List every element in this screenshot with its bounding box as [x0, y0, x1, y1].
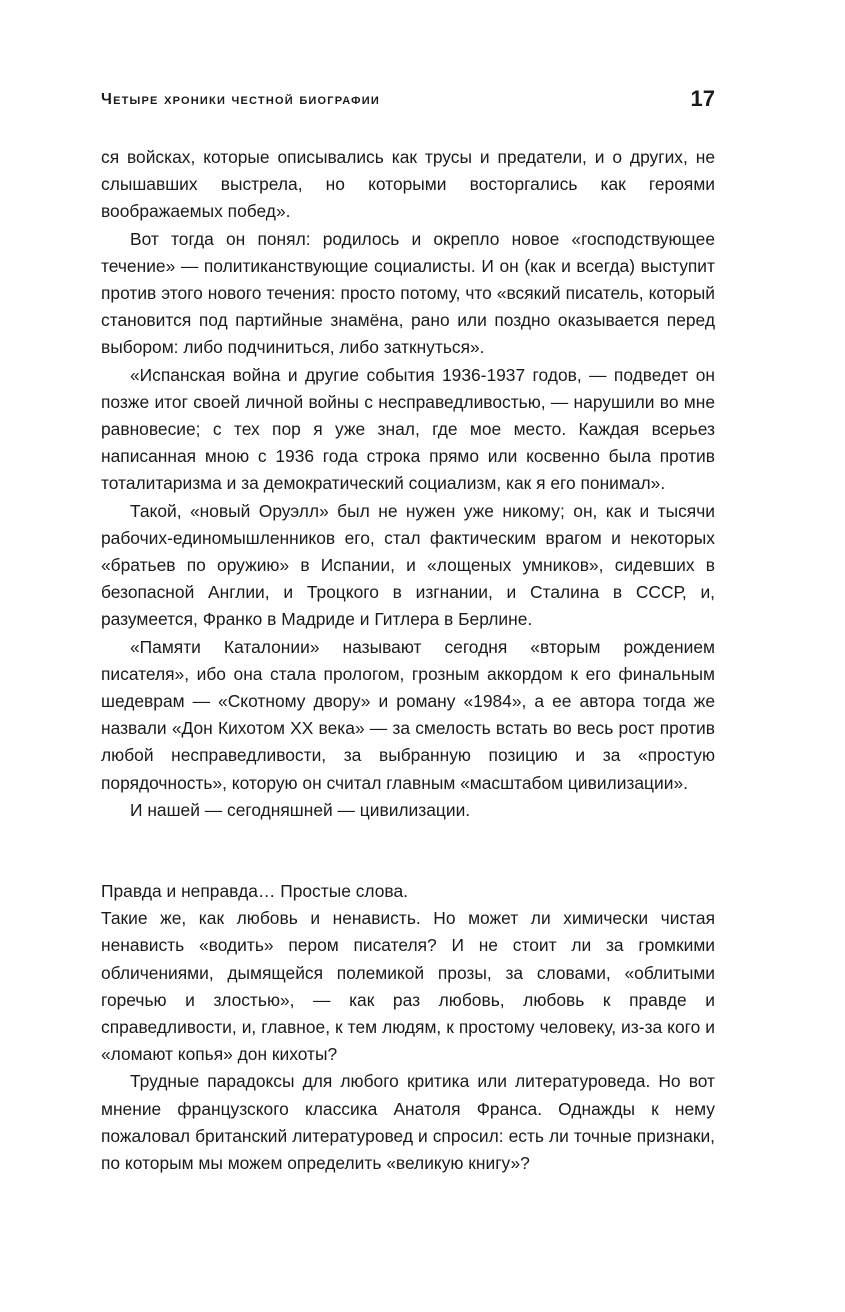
- paragraph: Такие же, как любовь и ненависть. Но может ли химически чистая ненависть «водить» пером писателя? И не стоит ли за громкими обличениями, дымящейся полемикой прозы, за словами, «облитыми горечью и злостью», — как раз любовь, любовь к правде и справедливости, и, главное, к тем людям, к простому человеку, из-за кого и «ломают копья» дон кихоты?: [101, 908, 715, 1065]
- paragraph: «Испанская война и другие события 1936-1937 годов, — подведет он позже итог своей личной войны с несправедливостью, — нарушили во мне равновесие; с тех пор я уже знал, где мое место. Каждая всерьез написанная мною с 1936 года строка прямо или косвенно была против тоталитаризма и за демократический социализм, как я его понимал».: [101, 364, 715, 494]
- text-block-second: [101, 878, 715, 1177]
- paragraph: Такой, «новый Оруэлл» был не нужен уже никому; он, как и тысячи рабочих-единомышленников его, стал фактическим врагом и некоторых «братьев по оружию» в Испании, и «лощеных умников», сидевших в безопасной Англии, и Троцкого в изгнании, и Сталина в СССР, и, разумеется, Франко в Мадриде и Гитлера в Берлине.: [101, 500, 715, 630]
- page-number: 17: [690, 86, 715, 111]
- running-title: Четыре хроники честной биографии: [101, 91, 380, 108]
- text-block-main: [101, 144, 715, 824]
- section-lead-line: Правда и неправда… Простые слова.: [101, 881, 408, 901]
- paragraph: Вот тогда он понял: родилось и окрепло новое «господствующее течение» — политиканствующие социалисты. И он (как и всегда) выступит против этого нового течения: просто потому, что «всякий писатель, который становится под партийные знамёна, рано или поздно оказывается перед выбором: либо подчиниться, либо заткнуться».: [101, 228, 715, 358]
- paragraph: «Памяти Каталонии» называют сегодня «вторым рождением писателя», ибо она стала прологом, грозным аккордом к его финальным шедеврам — «Скотному двору» и роману «1984», а ее автора тогда же назвали «Дон Кихотом XX века» — за смелость встать во весь рост против любой несправедливости, за выбранную позицию и за «простую порядочность», которую он считал главным «масштабом цивилизации».: [101, 636, 715, 793]
- paragraph: Трудные парадоксы для любого критика или литературоведа. Но вот мнение французского классика Анатоля Франса. Однажды к нему пожаловал британский литературовед и спросил: есть ли точные признаки, по которым мы можем определить «великую книгу»?: [101, 1071, 715, 1174]
- paragraph: ся войсках, которые описывались как трусы и предатели, и о других, не слышавших выстрела, но которыми восторгались как героями воображаемых побед».: [101, 147, 715, 222]
- paragraph: И нашей — сегодняшней — цивилизации.: [130, 799, 471, 820]
